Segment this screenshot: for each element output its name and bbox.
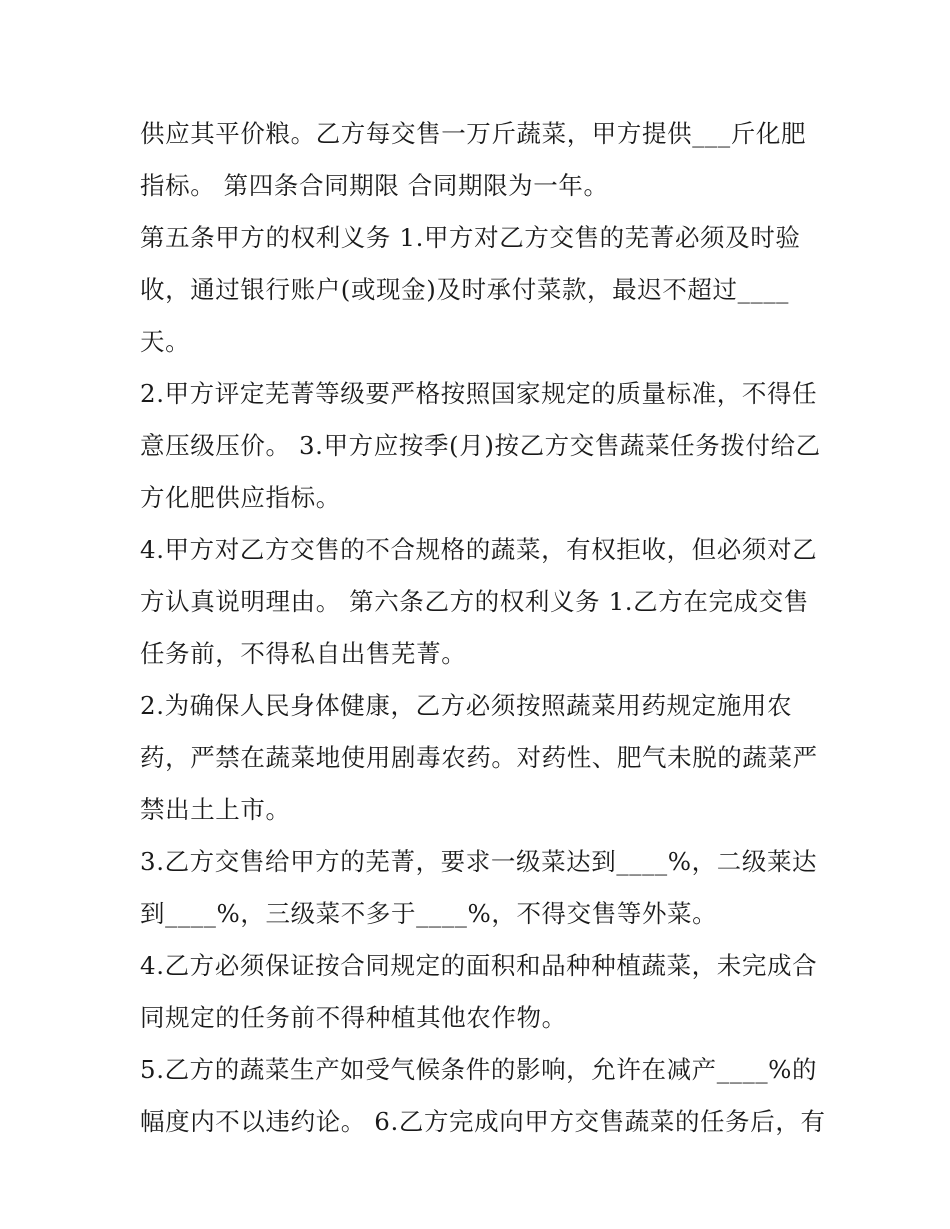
text-line-17: 4.乙方必须保证按合同规定的面积和品种种植蔬菜，未完成合 — [140, 951, 818, 980]
text-line-19: 5.乙方的蔬菜生产如受气候条件的影响，允许在减产____%的 — [140, 1055, 818, 1084]
text-line-6: 2.甲方评定芜菁等级要严格按照国家规定的质量标准，不得任 — [140, 379, 818, 408]
text-line-12: 2.为确保人民身体健康，乙方必须按照蔬菜用药规定施用农 — [140, 691, 793, 720]
text-line-13: 药，严禁在蔬菜地使用剧毒农药。对药性、肥气未脱的蔬菜严 — [140, 743, 818, 772]
document-body — [140, 108, 826, 1148]
text-line-7: 意压级压价。 3.甲方应按季(月)按乙方交售蔬菜任务拨付给乙 — [140, 431, 821, 460]
text-line-3: 第五条甲方的权利义务 1.甲方对乙方交售的芜菁必须及时验 — [140, 223, 801, 252]
text-line-15: 3.乙方交售给甲方的芜菁，要求一级菜达到____%，二级莱达 — [140, 847, 818, 876]
text-line-8: 方化肥供应指标。 — [140, 483, 341, 512]
text-line-9: 4.甲方对乙方交售的不合规格的蔬菜，有权拒收，但必须对乙 — [140, 535, 818, 564]
text-line-5: 天。 — [140, 327, 191, 356]
text-line-4: 收，通过银行账户(或现金)及时承付菜款，最迟不超过____ — [140, 275, 790, 304]
text-line-2: 指标。 第四条合同期限 合同期限为一年。 — [140, 171, 609, 200]
text-line-1: 供应其平价粮。乙方每交售一万斤蔬菜，甲方提供___斤化肥 — [140, 119, 807, 148]
text-line-20: 幅度内不以违约论。 6.乙方完成向甲方交售蔬菜的任务后，有 — [140, 1107, 826, 1136]
text-line-14: 禁出土上市。 — [140, 795, 291, 824]
text-line-11: 任务前，不得私自出售芜菁。 — [140, 639, 467, 668]
text-line-10: 方认真说明理由。 第六条乙方的权利义务 1.乙方在完成交售 — [140, 587, 809, 616]
text-line-18: 同规定的任务前不得种植其他农作物。 — [140, 1003, 567, 1032]
text-line-16: 到____%，三级菜不多于____%，不得交售等外菜。 — [140, 899, 718, 928]
